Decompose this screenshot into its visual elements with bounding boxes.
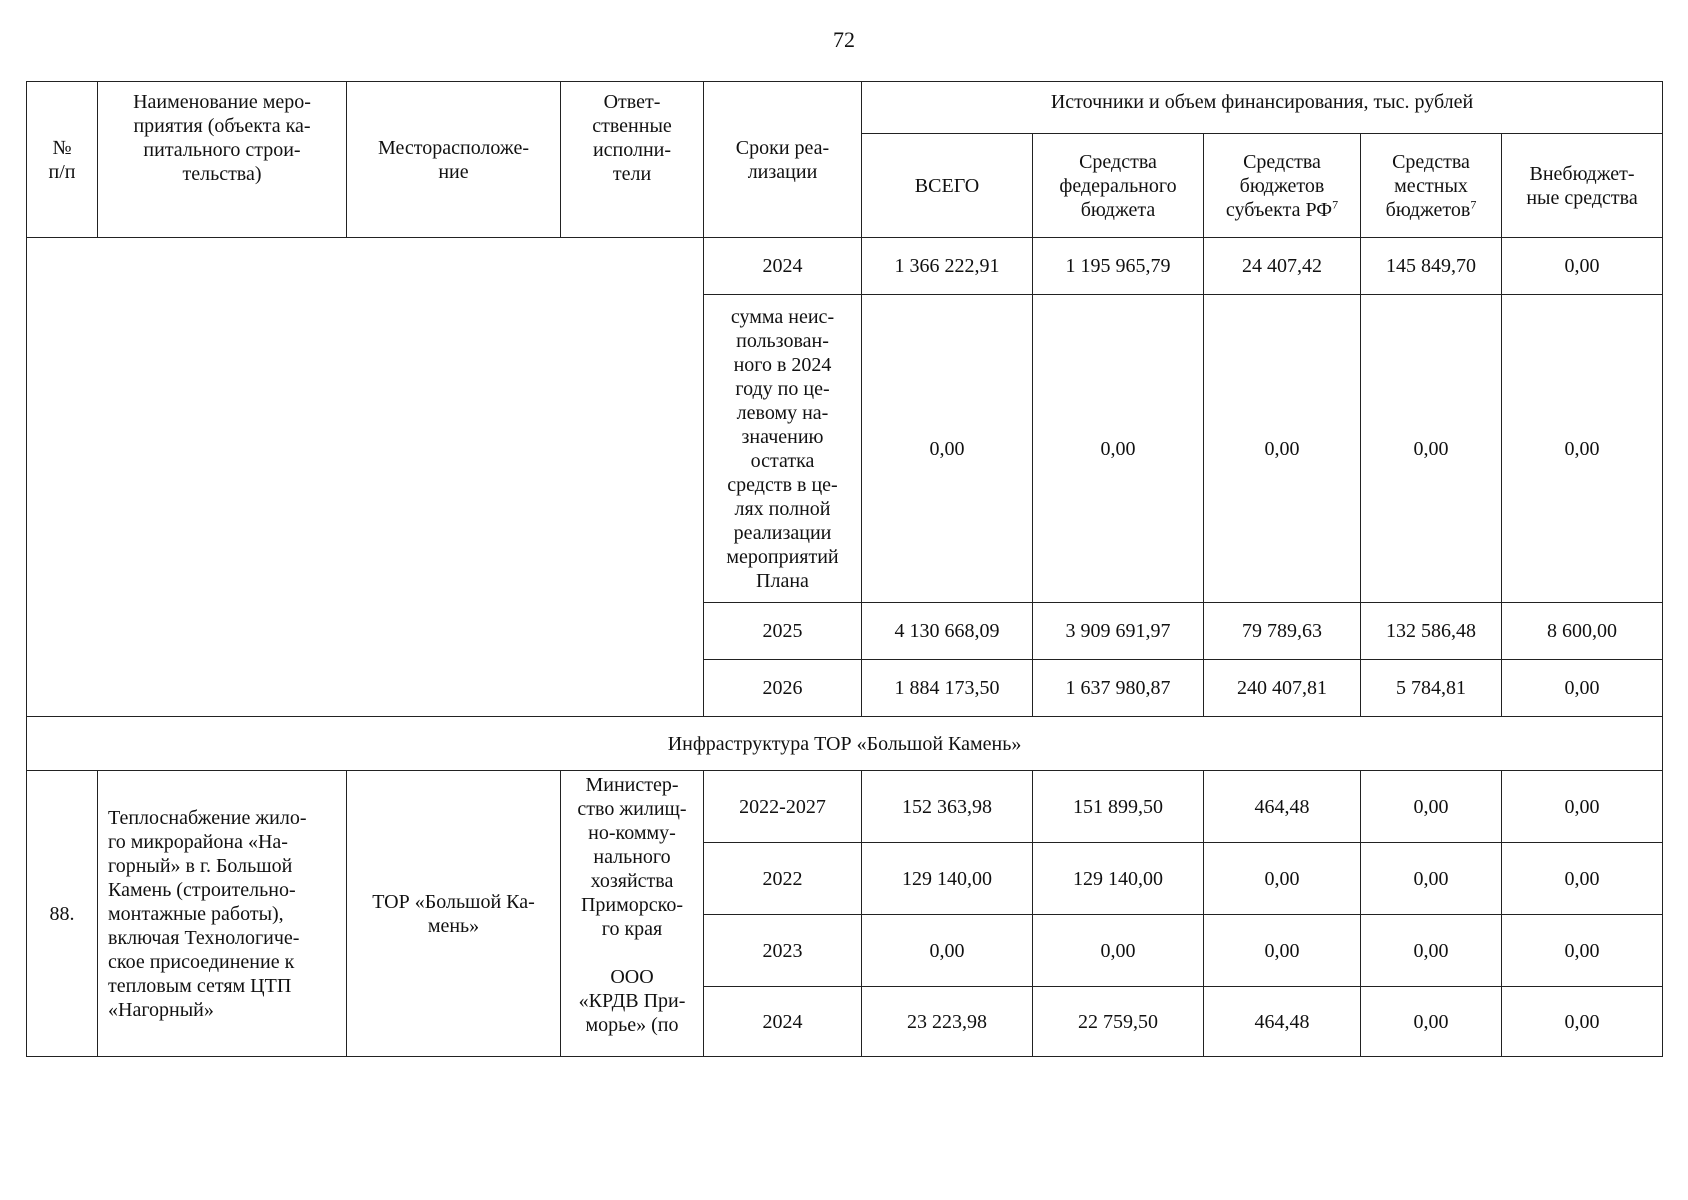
local-cell: 132 586,48 [1361, 603, 1502, 660]
extra-cell: 0,00 [1502, 771, 1663, 843]
period-cell: 2026 [704, 660, 862, 717]
period-cell: 2024 [704, 238, 862, 295]
table-row [27, 771, 1663, 843]
header-subject [1204, 134, 1361, 238]
federal-cell: 1 195 965,79 [1033, 238, 1204, 295]
header-period: Сроки реа- лизации [704, 82, 862, 238]
total-cell: 4 130 668,09 [862, 603, 1033, 660]
header-location: Месторасположе- ние [347, 82, 561, 238]
header-local [1361, 134, 1502, 238]
table-row [27, 238, 1663, 295]
item-responsible: Министер- ство жилищ- но-комму- нального хозяйства Приморско- го края ООО «КРДВ При- морье» (по [577, 774, 687, 1036]
local-cell: 0,00 [1361, 771, 1502, 843]
header-sources: Источники и объем финансирования, тыс. рублей [862, 82, 1663, 134]
period-cell: 2022 [704, 843, 862, 915]
local-cell: 0,00 [1361, 295, 1502, 603]
continuation-blank-cell [27, 238, 704, 717]
item-location: ТОР «Большой Ка- мень» [347, 771, 561, 1057]
extra-cell: 0,00 [1502, 843, 1663, 915]
subject-cell: 0,00 [1204, 295, 1361, 603]
header-row-1 [27, 82, 1663, 134]
header-local-text: Средства местных бюджетов [1385, 150, 1471, 221]
extra-cell: 0,00 [1502, 915, 1663, 987]
period-cell: 2022-2027 [704, 771, 862, 843]
item-responsible-cell [561, 771, 704, 1057]
local-cell: 0,00 [1361, 915, 1502, 987]
federal-cell: 22 759,50 [1033, 987, 1204, 1057]
federal-cell: 129 140,00 [1033, 843, 1204, 915]
local-cell: 0,00 [1361, 843, 1502, 915]
local-cell: 0,00 [1361, 987, 1502, 1057]
federal-cell: 0,00 [1033, 295, 1204, 603]
section-title: Инфраструктура ТОР «Большой Камень» [27, 717, 1663, 771]
total-cell: 129 140,00 [862, 843, 1033, 915]
federal-cell: 1 637 980,87 [1033, 660, 1204, 717]
subject-cell: 0,00 [1204, 843, 1361, 915]
subject-cell: 79 789,63 [1204, 603, 1361, 660]
extra-cell: 0,00 [1502, 660, 1663, 717]
subject-cell: 464,48 [1204, 987, 1361, 1057]
header-extra: Внебюджет- ные средства [1502, 134, 1663, 238]
financing-table [26, 81, 1663, 1057]
federal-cell: 151 899,50 [1033, 771, 1204, 843]
section-row [27, 717, 1663, 771]
subject-cell: 240 407,81 [1204, 660, 1361, 717]
header-total: ВСЕГО [862, 134, 1033, 238]
header-federal: Средства федерального бюджета [1033, 134, 1204, 238]
header-num: № п/п [27, 82, 98, 238]
local-cell: 145 849,70 [1361, 238, 1502, 295]
total-cell: 152 363,98 [862, 771, 1033, 843]
extra-cell: 8 600,00 [1502, 603, 1663, 660]
total-cell: 1 884 173,50 [862, 660, 1033, 717]
header-name: Наименование меро- приятия (объекта ка- питального строи- тельства) [98, 82, 347, 238]
total-cell: 23 223,98 [862, 987, 1033, 1057]
total-cell: 1 366 222,91 [862, 238, 1033, 295]
local-cell: 5 784,81 [1361, 660, 1502, 717]
period-cell: 2025 [704, 603, 862, 660]
header-subject-note: 7 [1332, 196, 1339, 211]
total-cell: 0,00 [862, 295, 1033, 603]
header-local-note: 7 [1470, 196, 1477, 211]
subject-cell: 0,00 [1204, 915, 1361, 987]
extra-cell: 0,00 [1502, 238, 1663, 295]
total-cell: 0,00 [862, 915, 1033, 987]
federal-cell: 0,00 [1033, 915, 1204, 987]
header-responsible: Ответ- ственные исполни- тели [561, 82, 704, 238]
item-name: Теплоснабжение жило- го микрорайона «На- горный» в г. Большой Камень (строительно- монтажные работы), включая Технологиче- ское присоединение к тепловым сетям ЦТП «Нагорный» [98, 771, 347, 1057]
page-number: 72 [833, 27, 855, 52]
period-cell: 2023 [704, 915, 862, 987]
header-subject-text: Средства бюджетов субъекта РФ [1225, 150, 1333, 221]
subject-cell: 24 407,42 [1204, 238, 1361, 295]
extra-cell: 0,00 [1502, 987, 1663, 1057]
subject-cell: 464,48 [1204, 771, 1361, 843]
item-number: 88. [27, 771, 98, 1057]
period-cell: сумма неис- пользован- ного в 2024 году по це- левому на- значению остатка средств в це- лях полной реализации мероприятий Плана [704, 295, 862, 603]
period-cell: 2024 [704, 987, 862, 1057]
federal-cell: 3 909 691,97 [1033, 603, 1204, 660]
extra-cell: 0,00 [1502, 295, 1663, 603]
